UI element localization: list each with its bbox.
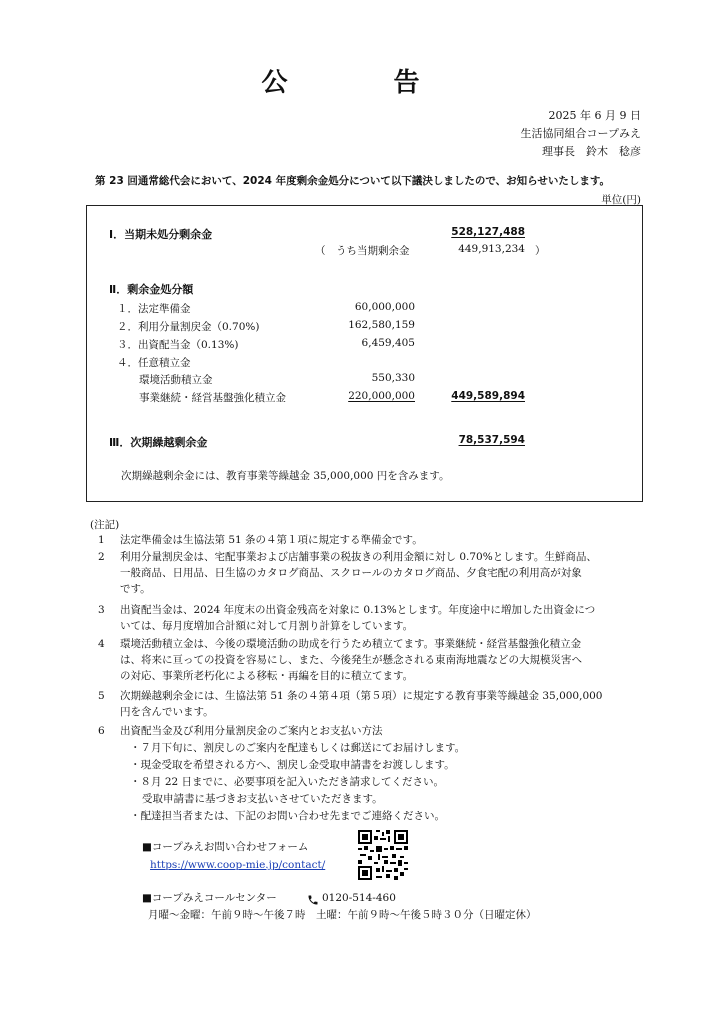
item-business-continuity-reserve-amount: 220,000,000 [348, 390, 415, 402]
note-5-line-1: 次期繰越剰余金には、生協法第 51 条の４第４項（第５項）に規定する教育事業等繰越金 35,000,000 [120, 690, 603, 702]
item-business-continuity-reserve: 事業継続・経営基盤強化積立金 [139, 392, 286, 404]
note-3-line-2: いては、毎月度増加合計額に対して月割り計算をしています。 [120, 620, 414, 632]
note-4-line-2: は、将来に亘っての投資を容易にし、また、今後発生が懸念される東南海地震などの大規模災害へ [120, 654, 582, 666]
callcenter-hours: 月曜～金曜：午前９時～午後７時 土曜：午前９時～午後５時３０分（日曜定休） [148, 909, 537, 921]
note-number: 4 [98, 638, 105, 650]
note-4-line-1: 環境活動積立金は、今後の環境活動の助成を行うため積立てます。事業継続・経営基盤強化積立金 [120, 638, 582, 650]
intro-text: 第 23 回通常総代会において、2024 年度剰余金処分について以下議決しましたので、お知らせいたします。 [95, 175, 611, 187]
item-dividend-amount: 6,459,405 [361, 337, 415, 349]
section-1-sub-close: ） [535, 245, 546, 257]
note-4-line-3: の対応、事業所老朽化による移転・再編を目的に積立てます。 [120, 670, 414, 682]
representative-name: 理事長 鈴木 稔彦 [542, 145, 641, 158]
surplus-statement-box [86, 205, 643, 502]
item-environment-reserve: 環境活動積立金 [139, 374, 213, 386]
section-3-title: Ⅲ．次期繰越剰余金 [109, 436, 208, 449]
contact-form-label: ■コープみえお問い合わせフォーム [142, 841, 309, 853]
item-legal-reserve: １．法定準備金 [117, 303, 191, 315]
bullet-item: ・現金受取を希望される方へ、割戻し金受取申請書をお渡しします。 [130, 759, 455, 771]
item-patronage-refund-amount: 162,580,159 [348, 319, 415, 331]
section-2-total: 449,589,894 [451, 390, 525, 402]
section-1-amount: 528,127,488 [451, 226, 525, 238]
item-dividend: ３．出資配当金（0.13%) [117, 339, 239, 351]
qr-code-icon[interactable] [358, 830, 408, 880]
section-1-sub-amount: 449,913,234 [458, 243, 525, 255]
organization-name: 生活協同組合コープみえ [520, 127, 641, 140]
note-2-line-2: 一般商品、日用品、日生協のカタログ商品、スクロールのカタログ商品、夕食宅配の利用高が対象 [120, 567, 582, 579]
note-2-line-3: です。 [120, 583, 151, 595]
section-3-amount: 78,537,594 [458, 434, 525, 446]
note-6-line-1: 出資配当金及び利用分量割戻金のご案内とお支払い方法 [120, 725, 383, 737]
page-title: 公 告 [261, 68, 460, 98]
bullet-item: ・７月下旬に、割戻しのご案内を配達もしくは郵送にてお届けします。 [130, 742, 466, 754]
note-number: 6 [98, 725, 105, 737]
phone-icon [307, 894, 319, 906]
unit-label: 単位(円) [601, 194, 641, 206]
notice-date: 2025 年 6 月 9 日 [548, 109, 641, 122]
note-number: 2 [98, 551, 105, 563]
section-3-note: 次期繰越剰余金には、教育事業等繰越金 35,000,000 円を含みます。 [121, 470, 450, 482]
note-number: 3 [98, 604, 105, 616]
note-number: 5 [98, 690, 105, 702]
item-patronage-refund: ２．利用分量割戻金（0.70%) [117, 321, 260, 333]
note-2-line-1: 利用分量割戻金は、宅配事業および店舗事業の税抜きの利用金額に対し 0.70%とします。生鮮商品、 [120, 551, 597, 563]
contact-form-link[interactable]: https://www.coop-mie.jp/contact/ [150, 859, 326, 871]
bullet-item-continued: 受取申請書に基づきお支払いさせていただきます。 [142, 793, 383, 805]
item-legal-reserve-amount: 60,000,000 [354, 301, 415, 313]
bullet-item: ・８月 22 日までに、必要事項を記入いただき請求してください。 [130, 776, 445, 788]
section-1-sub-label: （ うち当期剰余金 [315, 245, 410, 257]
callcenter-phone[interactable]: 0120-514-460 [322, 892, 396, 904]
section-1-title: Ⅰ．当期未処分剰余金 [109, 228, 213, 241]
notes-heading: (注記) [90, 519, 120, 531]
note-3-line-1: 出資配当金は、2024 年度末の出資金残高を対象に 0.13%とします。年度途中に増加した出資金につ [120, 604, 596, 616]
item-environment-reserve-amount: 550,330 [371, 372, 415, 384]
note-5-line-2: 円を含んでいます。 [120, 706, 214, 718]
note-number: 1 [98, 534, 105, 546]
note-1-line-1: 法定準備金は生協法第 51 条の４第１項に規定する準備金です。 [120, 534, 423, 546]
item-voluntary-reserve: ４．任意積立金 [117, 357, 191, 369]
bullet-item: ・配達担当者または、下記のお問い合わせ先までご連絡ください。 [130, 810, 445, 822]
section-2-title: Ⅱ．剰余金処分額 [109, 283, 194, 296]
callcenter-label: ■コープみえコールセンター [142, 892, 277, 904]
